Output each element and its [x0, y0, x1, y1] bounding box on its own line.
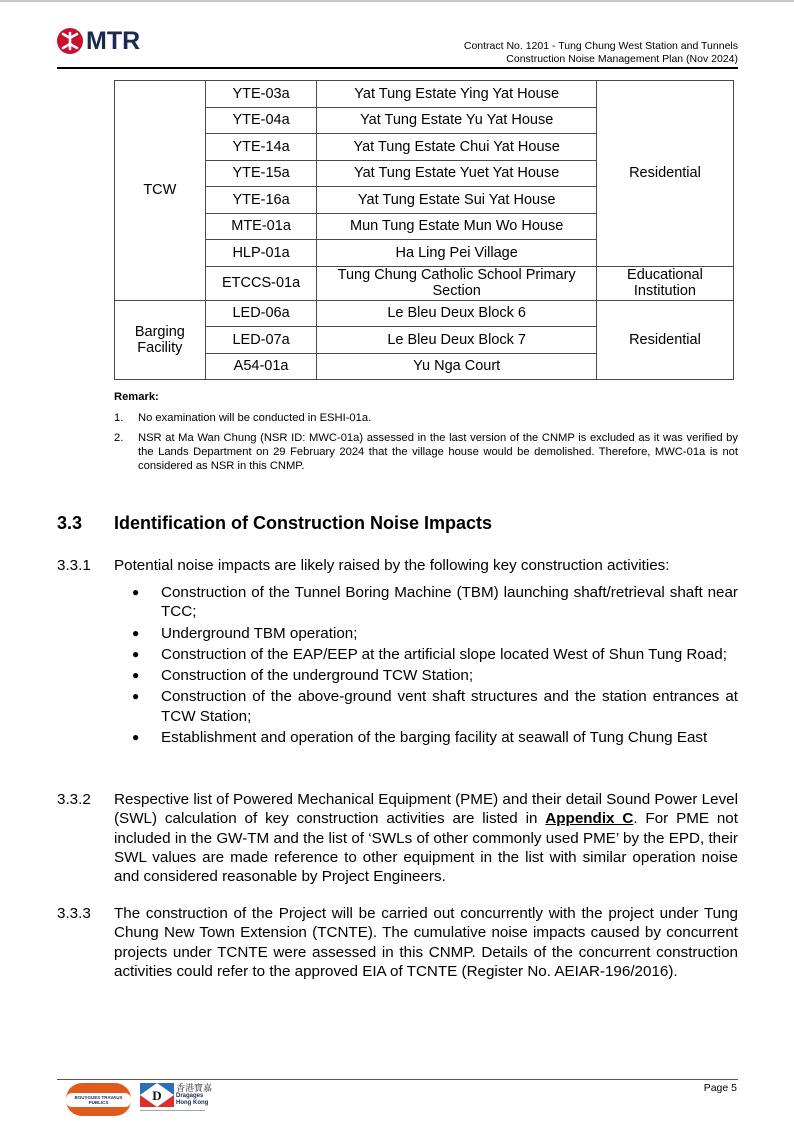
list-item: ● Underground TBM operation; [114, 624, 738, 643]
nsr-id-cell: HLP-01a [205, 240, 317, 267]
nsr-name-cell: Yat Tung Estate Yuet Yat House [317, 160, 596, 187]
bullet-icon: ● [132, 668, 140, 683]
list-item: ● Construction of the above-ground vent shaft structures and the station entrances at TCW Station; [114, 687, 738, 726]
bullet-icon: ● [132, 689, 140, 704]
paragraph-text: Respective list of Powered Mechanical Equipment (PME) and their detail Sound Power Level (SWL) calculation of key construction activities are listed in Appendix C. For PME not included in the GW-TM and the list of ‘SWLs of other commonly used PME’ by the EPD, their SWL values are made reference to other equipment in the list with similar operation noise and considered reasonable by Project Engineers. [114, 791, 738, 886]
page-number: Page 5 [703, 1082, 737, 1094]
nsr-name-cell: Mun Tung Estate Mun Wo House [317, 213, 596, 240]
section-number: 3.3 [57, 513, 83, 533]
section-title: Identification of Construction Noise Impacts [114, 513, 493, 533]
paragraph-3-3-1 [57, 556, 738, 575]
page-header [57, 26, 738, 68]
nsr-id-cell: LED-06a [205, 300, 317, 327]
nsr-name-cell: Tung Chung Catholic School Primary Section [317, 266, 596, 300]
bouygues-logo [66, 1083, 131, 1116]
header-divider [57, 67, 738, 69]
table-remarks [114, 390, 738, 479]
nsr-id-cell: YTE-14a [205, 134, 317, 161]
mtr-logo-text: MTR [86, 27, 141, 55]
list-item: ● Construction of the EAP/EEP at the artificial slope located West of Shun Tung Road; [114, 645, 738, 664]
contract-line: Contract No. 1201 - Tung Chung West Station and Tunnels [463, 40, 738, 52]
paragraph-number: 3.3.2 [57, 791, 91, 808]
nsr-id-cell: ETCCS-01a [205, 266, 317, 300]
nsr-id-cell: YTE-16a [205, 187, 317, 214]
nsr-name-cell: Yat Tung Estate Sui Yat House [317, 187, 596, 214]
bullet-icon: ● [132, 625, 140, 640]
dragages-logo-icon [140, 1083, 174, 1107]
remark-text: NSR at Ma Wan Chung (NSR ID: MWC-01a) assessed in the last version of the CNMP is excluded as it was verified by the Lands Department on 29 February 2024 that the village house would be demolished. Therefore, MWC-01a is not considered as NSR in this CNMP. [138, 432, 738, 472]
bullet-icon: ● [132, 646, 140, 661]
land-use-cell: Educational Institution [596, 266, 733, 300]
remarks-title: Remark: [114, 391, 159, 403]
list-item: ● Establishment and operation of the barging facility at seawall of Tung Chung East [114, 728, 738, 747]
bullet-icon: ● [132, 585, 140, 599]
table-row [115, 300, 734, 327]
nsr-id-cell: LED-07a [205, 327, 317, 354]
nsr-name-cell: Yu Nga Court [317, 353, 596, 380]
mtr-logo [57, 28, 140, 54]
nsr-id-cell: YTE-04a [205, 107, 317, 134]
land-use-cell: Residential [596, 81, 733, 267]
header-document-info [464, 40, 738, 66]
paragraph-3-3-2 [57, 790, 738, 886]
remark-number: 2. [114, 432, 124, 444]
section-heading [57, 513, 492, 534]
nsr-name-cell: Ha Ling Pei Village [317, 240, 596, 267]
list-item: ● Construction of the Tunnel Boring Machine (TBM) launching shaft/retrieval shaft near TCC; [114, 583, 738, 622]
plan-line: Construction Noise Management Plan (Nov 2024) [506, 53, 738, 65]
nsr-id-cell: YTE-03a [205, 81, 317, 108]
activity-bullet-list [114, 583, 738, 749]
dragages-logo-text: 香港寶嘉 Dragages Hong Kong [176, 1083, 213, 1106]
svg-text:D: D [152, 1088, 162, 1103]
table-row [115, 266, 734, 300]
land-use-cell: Residential [596, 300, 733, 380]
paragraph-number: 3.3.1 [57, 557, 91, 574]
remark-item [114, 431, 738, 473]
paragraph-text: Potential noise impacts are likely raised by the following key construction activities: [114, 557, 670, 574]
nsr-id-cell: YTE-15a [205, 160, 317, 187]
nsr-table [114, 80, 734, 380]
remark-number: 1. [114, 412, 124, 424]
remark-text: No examination will be conducted in ESHI-01a. [138, 412, 372, 424]
nsr-name-cell: Le Bleu Deux Block 6 [317, 300, 596, 327]
nsr-id-cell: MTE-01a [205, 213, 317, 240]
area-cell: TCW [115, 81, 206, 301]
area-cell: Barging Facility [115, 300, 206, 380]
paragraph-number: 3.3.3 [57, 905, 91, 922]
nsr-name-cell: Yat Tung Estate Chui Yat House [317, 134, 596, 161]
list-item: ● Construction of the underground TCW Station; [114, 666, 738, 685]
paragraph-3-3-3 [57, 904, 738, 981]
top-border [0, 0, 794, 2]
appendix-c-link[interactable]: Appendix C [545, 810, 634, 828]
dragages-logo [140, 1083, 212, 1107]
nsr-name-cell: Yat Tung Estate Yu Yat House [317, 107, 596, 134]
paragraph-text: The construction of the Project will be carried out concurrently with the project under Tung Chung New Town Extension (TCNTE). The cumulative noise impacts caused by concurrent projects under TCNTE were assessed in this CNMP. Details of the concurrent construction activities could refer to the approved EIA of TCNTE (Register No. AEIAR-196/2016). [114, 905, 738, 980]
dragages-subline [140, 1110, 205, 1111]
bouygues-logo-text: BOUYGUES TRAVAUX PUBLICS [66, 1093, 131, 1107]
nsr-name-cell: Yat Tung Estate Ying Yat House [317, 81, 596, 108]
bullet-icon: ● [132, 730, 140, 745]
mtr-logo-icon [57, 28, 83, 54]
footer-divider [57, 1079, 738, 1080]
nsr-id-cell: A54-01a [205, 353, 317, 380]
remark-item [114, 411, 738, 425]
table-row [115, 81, 734, 108]
nsr-name-cell: Le Bleu Deux Block 7 [317, 327, 596, 354]
